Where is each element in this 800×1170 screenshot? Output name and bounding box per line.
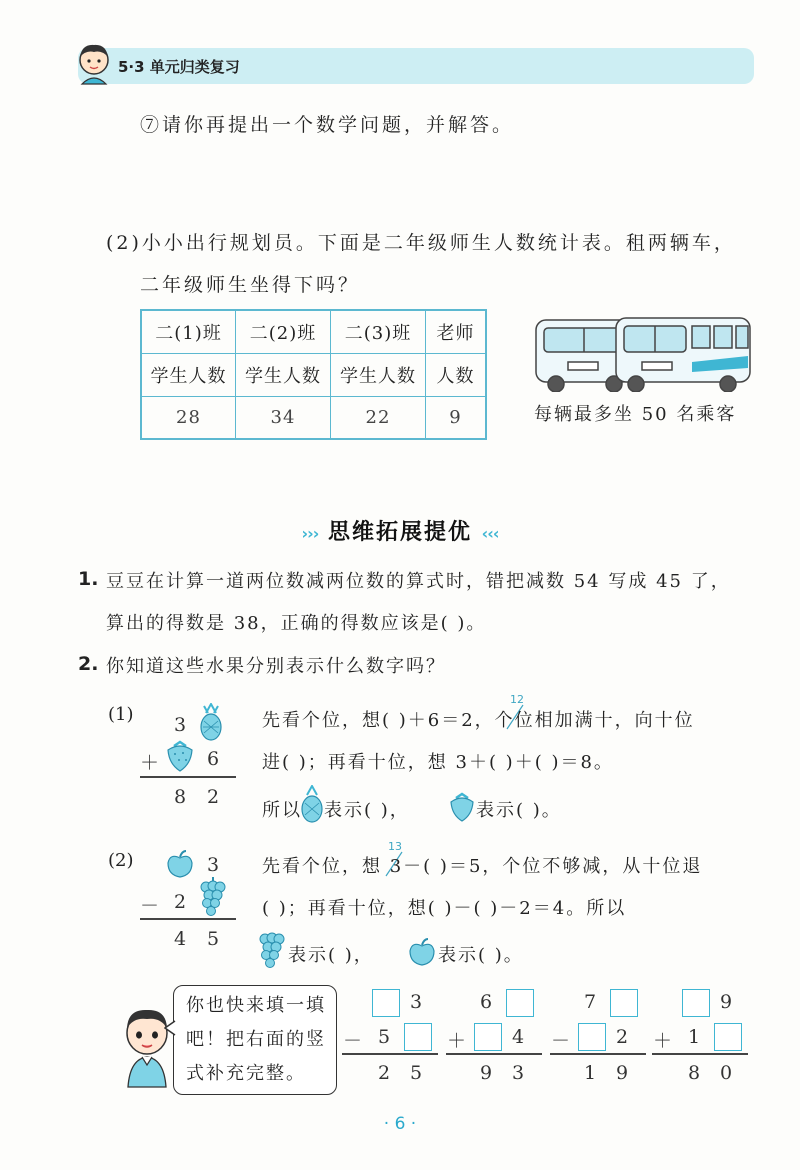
sub2-rule bbox=[140, 918, 236, 920]
section-title-text: 思维拓展提优 bbox=[327, 520, 472, 545]
prob-b-mid: 4 bbox=[512, 1026, 525, 1048]
blank-c-mid-tens[interactable] bbox=[578, 1023, 606, 1051]
value-class-2: 34 bbox=[236, 397, 331, 440]
prob-b-res-tens: 9 bbox=[480, 1062, 493, 1084]
prob-c-res-tens: 1 bbox=[584, 1062, 597, 1084]
problem-2-number: 2. bbox=[78, 653, 99, 675]
bubble-tail bbox=[164, 1020, 176, 1036]
sub1-note: 12 bbox=[510, 693, 524, 706]
question-7: ⑦请你再提出一个数学问题，并解答。 bbox=[140, 114, 515, 136]
sub1-result-tens: 8 bbox=[174, 786, 187, 808]
apple-small-icon bbox=[407, 937, 437, 967]
sub1-rule bbox=[140, 776, 236, 778]
prob-d-op: ＋ bbox=[653, 1030, 673, 1052]
strawberry-small-icon bbox=[448, 792, 476, 822]
boy-avatar-icon bbox=[72, 40, 116, 86]
sub2-result-ones: 5 bbox=[207, 928, 220, 950]
sub2-second-digit: 2 bbox=[174, 891, 187, 913]
grapes-small-icon bbox=[258, 930, 286, 970]
problem-1-line1: 豆豆在计算一道两位数减两位数的算式时，错把减数 54 写成 45 了， bbox=[106, 571, 731, 592]
prob-a-top: 3 bbox=[410, 991, 423, 1013]
sub2-minus: － bbox=[140, 895, 160, 917]
prob-a-op: － bbox=[343, 1030, 363, 1052]
header-sub-1: 学生人数 bbox=[141, 354, 236, 397]
prob-c-top: 7 bbox=[584, 991, 597, 1013]
bus-caption: 每辆最多坐 50 名乘客 bbox=[534, 404, 737, 425]
sub2-label: (2) bbox=[108, 850, 134, 871]
prob-c-rule bbox=[550, 1053, 646, 1055]
apple-icon bbox=[164, 849, 196, 879]
prob-d-res-tens: 8 bbox=[688, 1062, 701, 1084]
prob-d-top: 9 bbox=[720, 991, 733, 1013]
blank-d-mid-ones[interactable] bbox=[714, 1023, 742, 1051]
prob-b-op: ＋ bbox=[447, 1030, 467, 1052]
pineapple-icon bbox=[198, 703, 224, 741]
prob-a-rule bbox=[342, 1053, 438, 1055]
problem-1-line2: 算出的得数是 38，正确的得数应该是( )。 bbox=[106, 613, 487, 634]
section-title bbox=[0, 515, 800, 546]
sub1-result-ones: 2 bbox=[207, 786, 220, 808]
header-class-1: 二(1)班 bbox=[141, 310, 236, 354]
sub1-plus: ＋ bbox=[140, 752, 160, 774]
sub2-line2: ( )；再看十位，想( )－( )－2＝4。所以 bbox=[262, 898, 627, 919]
right-arrows: ‹‹‹ bbox=[481, 524, 499, 543]
kid-icon bbox=[120, 1003, 174, 1089]
sub1-second-digit: 6 bbox=[207, 748, 220, 770]
sub2-note: 13 bbox=[388, 840, 402, 853]
sub2-line1: 先看个位，想 3－( )＝5，个位不够减，从十位退 bbox=[262, 856, 703, 877]
problem-1-number: 1. bbox=[78, 568, 99, 590]
header-sub-4: 人数 bbox=[426, 354, 487, 397]
prob-b-rule bbox=[446, 1053, 542, 1055]
header-teacher: 老师 bbox=[426, 310, 487, 354]
left-arrows: ››› bbox=[301, 524, 319, 543]
prob-a-mid: 5 bbox=[378, 1026, 391, 1048]
value-class-1: 28 bbox=[141, 397, 236, 440]
stats-table bbox=[140, 309, 487, 440]
part2-line1: (2)小小出行规划员。下面是二年级师生人数统计表。租两辆车， bbox=[106, 232, 736, 254]
sub2-line3a: 表示( )， bbox=[288, 945, 374, 966]
problem-2-title: 你知道这些水果分别表示什么数字吗？ bbox=[106, 656, 446, 677]
prob-d-res-ones: 0 bbox=[720, 1062, 733, 1084]
prob-a-res-tens: 2 bbox=[378, 1062, 391, 1084]
strawberry-icon bbox=[165, 740, 195, 772]
sub1-line1: 先看个位，想( )＋6＝2，个位相加满十，向十位 bbox=[262, 710, 695, 731]
prob-a-res-ones: 5 bbox=[410, 1062, 423, 1084]
sub1-line3a: 所以 bbox=[262, 800, 302, 821]
part2-line2: 二年级师生坐得下吗？ bbox=[140, 274, 361, 296]
sub2-top-digit: 3 bbox=[207, 854, 220, 876]
page-number: · 6 · bbox=[383, 1114, 417, 1134]
prob-b-res-ones: 3 bbox=[512, 1062, 525, 1084]
blank-b-mid-tens[interactable] bbox=[474, 1023, 502, 1051]
header-sub-2: 学生人数 bbox=[236, 354, 331, 397]
bus-icon bbox=[532, 312, 754, 392]
grapes-icon bbox=[198, 876, 228, 918]
value-class-3: 22 bbox=[331, 397, 426, 440]
blank-a-mid-ones[interactable] bbox=[404, 1023, 432, 1051]
sub1-line3c: 表示( )。 bbox=[476, 800, 562, 821]
prob-c-mid: 2 bbox=[616, 1026, 629, 1048]
sub1-top-digit: 3 bbox=[174, 714, 187, 736]
blank-a-top-tens[interactable] bbox=[372, 989, 400, 1017]
header-class-2: 二(2)班 bbox=[236, 310, 331, 354]
sub1-label: (1) bbox=[108, 704, 134, 725]
sub2-result-tens: 4 bbox=[174, 928, 187, 950]
header-sub-3: 学生人数 bbox=[331, 354, 426, 397]
sub1-line3b: 表示( )， bbox=[324, 800, 410, 821]
prob-c-res-ones: 9 bbox=[616, 1062, 629, 1084]
blank-c-top-ones[interactable] bbox=[610, 989, 638, 1017]
header-class-3: 二(3)班 bbox=[331, 310, 426, 354]
header-title: 5·3 单元归类复习 bbox=[118, 58, 240, 76]
value-teacher: 9 bbox=[426, 397, 487, 440]
pineapple-small-icon bbox=[300, 785, 324, 823]
prob-d-rule bbox=[652, 1053, 748, 1055]
prob-b-top: 6 bbox=[480, 991, 493, 1013]
prob-c-op: － bbox=[551, 1030, 571, 1052]
prob-d-mid: 1 bbox=[688, 1026, 701, 1048]
blank-d-top-tens[interactable] bbox=[682, 989, 710, 1017]
sub2-line3b: 表示( )。 bbox=[438, 945, 524, 966]
sub1-line2: 进( )；再看十位，想 3＋( )＋( )＝8。 bbox=[262, 752, 614, 773]
bubble-text: 你也快来填一填吧！把右面的竖式补充完整。 bbox=[186, 995, 326, 1084]
blank-b-top-ones[interactable] bbox=[506, 989, 534, 1017]
